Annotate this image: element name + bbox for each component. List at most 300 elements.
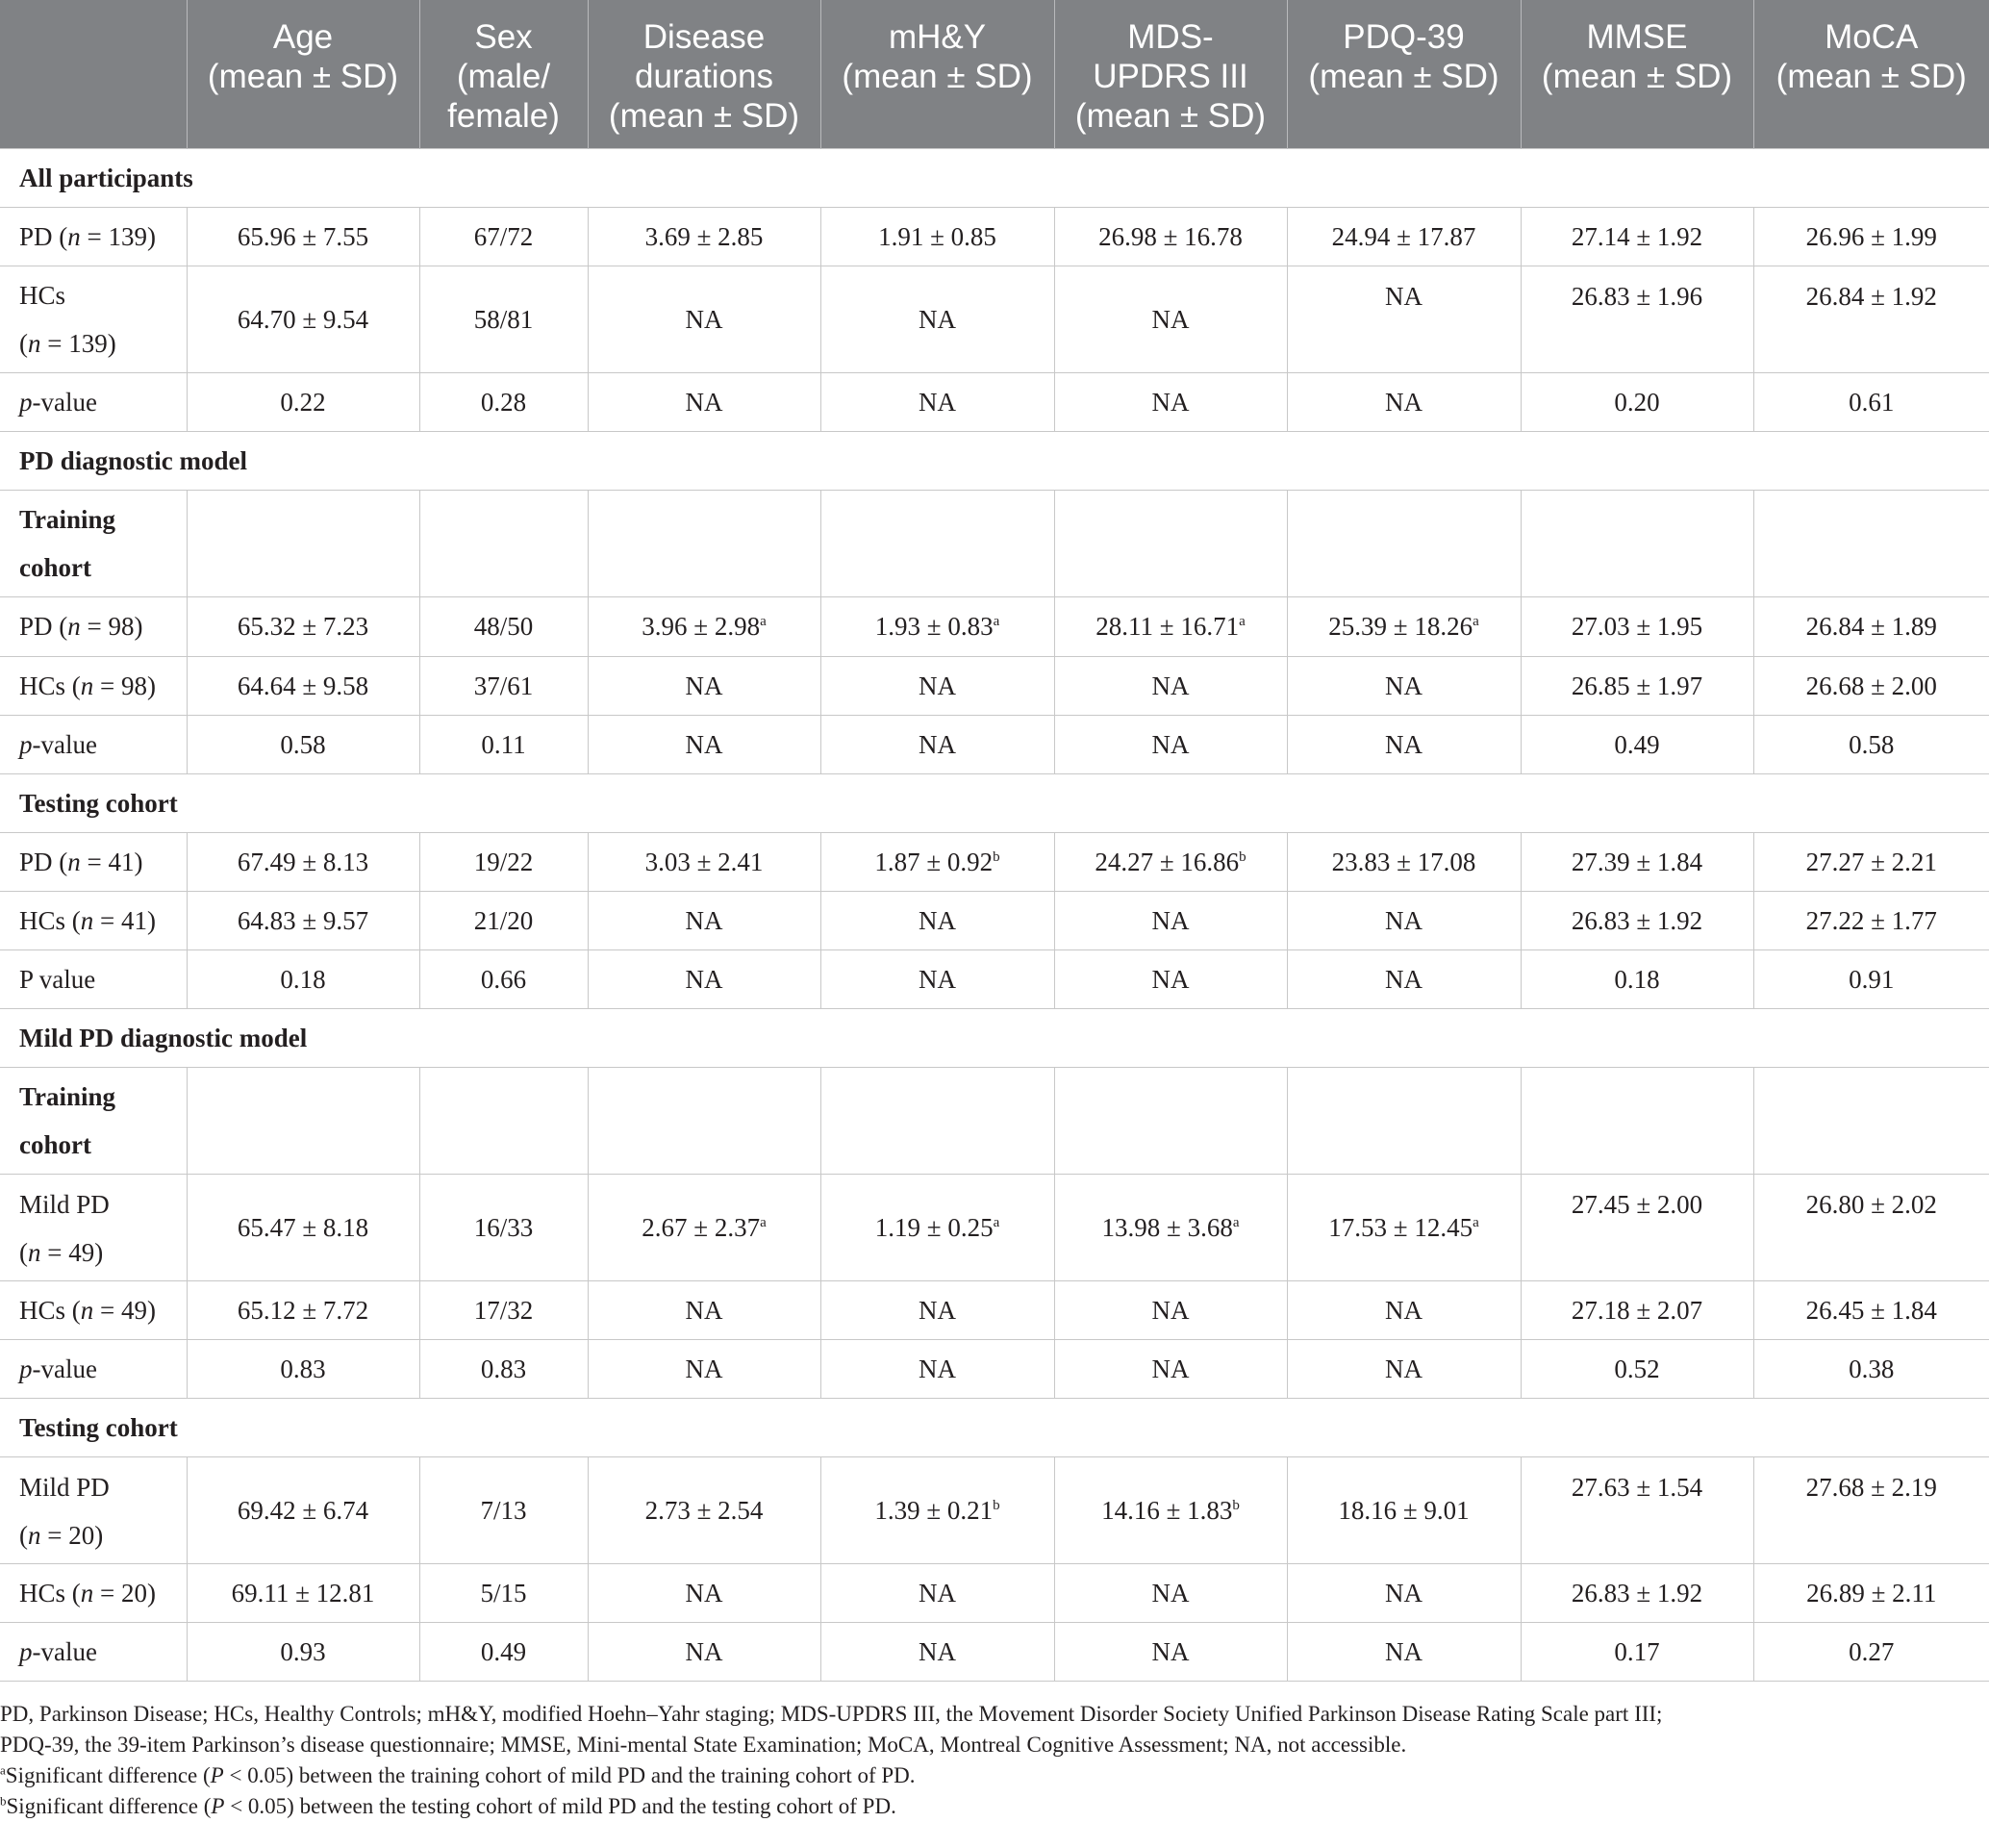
cell-value: 17.53 ± 12.45 <box>1328 1212 1473 1242</box>
significance-mark: b <box>1239 848 1246 865</box>
table-row <box>0 596 1989 656</box>
cell-value: 1.93 ± 0.83 <box>874 612 994 641</box>
cell-value: 0.18 <box>280 964 326 994</box>
row-label: p-value <box>0 715 187 773</box>
cell-moca <box>1753 832 1989 891</box>
cell-value: 1.91 ± 0.85 <box>878 221 996 251</box>
subsection-testing-cohort: Testing cohort <box>0 773 1989 832</box>
cell-mds-updrs <box>1054 656 1287 715</box>
cell-value: 27.63 ± 1.54 <box>1571 1472 1703 1502</box>
cell-value: 27.45 ± 2.00 <box>1571 1189 1703 1219</box>
cell-value: 0.49 <box>1614 729 1660 759</box>
cell-sex <box>419 1563 588 1622</box>
cell-mhy <box>820 1339 1054 1398</box>
cell-pdq39 <box>1287 266 1521 372</box>
cell-value: 26.83 ± 1.96 <box>1571 281 1703 311</box>
cell-mmse <box>1521 656 1753 715</box>
cell-moca <box>1753 1339 1989 1398</box>
cell-value: 0.49 <box>480 1636 527 1666</box>
cell-value: 0.83 <box>280 1354 326 1383</box>
table-row <box>0 832 1989 891</box>
cell-value: 16/33 <box>473 1212 534 1242</box>
cell-age <box>187 372 419 431</box>
cell-value: NA <box>685 671 723 700</box>
cell-value: NA <box>1385 729 1423 759</box>
section-all-participants: All participants <box>0 148 1989 207</box>
cell-pdq39 <box>1287 207 1521 266</box>
cell-pdq39 <box>1287 1456 1521 1563</box>
cell-age <box>187 1339 419 1398</box>
cell-value: NA <box>685 304 723 334</box>
row-label: HCs (n = 41) <box>0 891 187 949</box>
cell-value: 64.83 ± 9.57 <box>237 905 369 935</box>
significance-mark: a <box>1239 614 1246 629</box>
cell-mmse <box>1521 832 1753 891</box>
cell-pdq39 <box>1287 1280 1521 1339</box>
empty-cell <box>1287 490 1521 596</box>
cell-value: 0.18 <box>1614 964 1660 994</box>
cell-pdq39 <box>1287 1174 1521 1280</box>
cell-pdq39 <box>1287 949 1521 1008</box>
cell-value: NA <box>1385 1295 1423 1325</box>
cell-mmse <box>1521 715 1753 773</box>
cell-disease-duration <box>588 1622 820 1681</box>
header-pdq39: PDQ-39 (mean ± SD) <box>1287 0 1521 148</box>
header-mds-updrs: MDS- UPDRS III (mean ± SD) <box>1054 0 1287 148</box>
cell-value: 26.96 ± 1.99 <box>1805 221 1937 251</box>
cell-value: 3.03 ± 2.41 <box>644 847 764 876</box>
cell-value: 65.96 ± 7.55 <box>237 221 369 251</box>
cell-mhy <box>820 949 1054 1008</box>
cell-mhy <box>820 832 1054 891</box>
empty-cell <box>820 1067 1054 1174</box>
cell-sex <box>419 207 588 266</box>
empty-cell <box>419 1067 588 1174</box>
cell-value: 0.17 <box>1614 1636 1660 1666</box>
cell-value: NA <box>919 671 956 700</box>
cell-value: NA <box>919 1295 956 1325</box>
cell-value: 67.49 ± 8.13 <box>237 847 369 876</box>
cell-value: 26.45 ± 1.84 <box>1805 1295 1937 1325</box>
table-row <box>0 372 1989 431</box>
cell-value: 27.22 ± 1.77 <box>1805 905 1937 935</box>
cell-age <box>187 207 419 266</box>
table-row <box>0 1456 1989 1563</box>
row-label: PD (n = 41) <box>0 832 187 891</box>
cell-value: 26.84 ± 1.89 <box>1805 612 1937 641</box>
cell-disease-duration <box>588 1174 820 1280</box>
cell-value: NA <box>1151 387 1190 417</box>
cell-mmse <box>1521 372 1753 431</box>
cell-mmse <box>1521 1563 1753 1622</box>
cell-value: 3.69 ± 2.85 <box>644 221 764 251</box>
cell-disease-duration <box>588 891 820 949</box>
cell-value: 64.70 ± 9.54 <box>237 304 369 334</box>
cell-value: 0.11 <box>481 729 526 759</box>
cell-value: NA <box>685 1578 723 1608</box>
empty-cell <box>1521 1067 1753 1174</box>
cell-age <box>187 1622 419 1681</box>
cell-disease-duration <box>588 1563 820 1622</box>
cell-value: 0.22 <box>280 387 326 417</box>
cell-mds-updrs <box>1054 1456 1287 1563</box>
cell-disease-duration <box>588 207 820 266</box>
cell-value: NA <box>685 964 723 994</box>
cell-value: NA <box>1385 1578 1423 1608</box>
cell-mds-updrs <box>1054 949 1287 1008</box>
empty-cell <box>820 490 1054 596</box>
row-label: p-value <box>0 1339 187 1398</box>
cell-value: 0.91 <box>1849 964 1895 994</box>
cell-mmse <box>1521 1622 1753 1681</box>
cell-value: NA <box>1151 1354 1190 1383</box>
cell-value: 27.39 ± 1.84 <box>1571 847 1703 876</box>
empty-cell <box>1753 1067 1989 1174</box>
cell-value: 0.38 <box>1849 1354 1895 1383</box>
cell-mmse <box>1521 949 1753 1008</box>
cell-pdq39 <box>1287 1339 1521 1398</box>
cell-mds-updrs <box>1054 1339 1287 1398</box>
cell-value: NA <box>1385 1636 1423 1666</box>
empty-cell <box>1753 490 1989 596</box>
cell-mds-updrs <box>1054 372 1287 431</box>
table-row <box>0 1174 1989 1280</box>
footnote-abbreviations-2: PDQ-39, the 39-item Parkinson’s disease questionnaire; MMSE, Mini-mental State Examination; MoCA, Montreal Cognitive Assessment; NA, not accessible. <box>0 1733 1407 1757</box>
cell-value: 65.12 ± 7.72 <box>237 1295 369 1325</box>
cell-moca <box>1753 372 1989 431</box>
table-row <box>0 1280 1989 1339</box>
cell-value: 1.19 ± 0.25 <box>874 1212 994 1242</box>
cell-value: 26.85 ± 1.97 <box>1571 671 1703 700</box>
header-row <box>0 0 1989 148</box>
cell-mmse <box>1521 1339 1753 1398</box>
cell-value: NA <box>919 1354 956 1383</box>
cell-sex <box>419 372 588 431</box>
cell-value: 0.52 <box>1614 1354 1660 1383</box>
table-row <box>0 715 1989 773</box>
cell-value: 0.83 <box>480 1354 527 1383</box>
cell-value: 7/13 <box>480 1495 527 1525</box>
cell-mhy <box>820 1174 1054 1280</box>
row-label: HCs (n = 20) <box>0 1563 187 1622</box>
header-moca: MoCA (mean ± SD) <box>1753 0 1989 148</box>
cell-value: 26.89 ± 2.11 <box>1806 1578 1937 1608</box>
cell-value: 27.68 ± 2.19 <box>1805 1472 1937 1502</box>
cell-value: 0.58 <box>280 729 326 759</box>
cell-age <box>187 891 419 949</box>
table-row <box>0 266 1989 372</box>
cell-moca <box>1753 1456 1989 1563</box>
cell-sex <box>419 949 588 1008</box>
cell-value: 27.27 ± 2.21 <box>1805 847 1937 876</box>
cell-disease-duration <box>588 596 820 656</box>
cell-disease-duration <box>588 715 820 773</box>
cell-moca <box>1753 207 1989 266</box>
cell-mhy <box>820 1563 1054 1622</box>
cell-disease-duration <box>588 266 820 372</box>
cell-value: NA <box>685 729 723 759</box>
cell-sex <box>419 596 588 656</box>
cell-value: 13.98 ± 3.68 <box>1101 1212 1233 1242</box>
cell-age <box>187 715 419 773</box>
cell-value: 27.18 ± 2.07 <box>1571 1295 1703 1325</box>
cell-value: 0.20 <box>1614 387 1660 417</box>
cell-value: 48/50 <box>473 612 534 641</box>
cell-value: NA <box>1151 905 1190 935</box>
cell-value: NA <box>919 729 956 759</box>
cell-mds-updrs <box>1054 832 1287 891</box>
header-age: Age (mean ± SD) <box>187 0 419 148</box>
cell-pdq39 <box>1287 715 1521 773</box>
cell-value: 58/81 <box>473 304 534 334</box>
significance-mark: b <box>993 848 1000 865</box>
cell-value: NA <box>1151 1295 1190 1325</box>
cell-value: 19/22 <box>473 847 534 876</box>
subsection-training-cohort: Training cohort <box>0 490 187 596</box>
cell-value: 24.94 ± 17.87 <box>1331 221 1476 251</box>
subsection-row <box>0 490 1989 596</box>
cell-value: NA <box>685 905 723 935</box>
cell-value: 26.84 ± 1.92 <box>1805 281 1937 311</box>
section-row <box>0 1008 1989 1067</box>
significance-mark: a <box>1473 614 1479 629</box>
header-corner <box>0 0 187 148</box>
subsection-testing-cohort: Testing cohort <box>0 1398 1989 1456</box>
cell-sex <box>419 715 588 773</box>
cell-value: NA <box>685 1636 723 1666</box>
row-label: p-value <box>0 1622 187 1681</box>
cell-value: NA <box>1151 1636 1190 1666</box>
cell-mhy <box>820 891 1054 949</box>
cell-value: 2.73 ± 2.54 <box>644 1495 764 1525</box>
cell-value: 0.28 <box>480 387 527 417</box>
cell-value: 0.61 <box>1849 387 1895 417</box>
cell-sex <box>419 832 588 891</box>
cell-moca <box>1753 596 1989 656</box>
cell-sex <box>419 1174 588 1280</box>
cell-value: 26.98 ± 16.78 <box>1098 221 1243 251</box>
subsection-row <box>0 773 1989 832</box>
cell-pdq39 <box>1287 1563 1521 1622</box>
cell-value: NA <box>685 1295 723 1325</box>
row-label: HCs (n = 139) <box>0 266 187 372</box>
cell-pdq39 <box>1287 372 1521 431</box>
significance-mark: a <box>993 614 1000 629</box>
significance-mark: a <box>993 1214 1000 1230</box>
cell-mhy <box>820 1456 1054 1563</box>
cell-value: 0.27 <box>1849 1636 1895 1666</box>
row-label: PD (n = 98) <box>0 596 187 656</box>
cell-value: NA <box>1151 729 1190 759</box>
table-row <box>0 1563 1989 1622</box>
cell-age <box>187 656 419 715</box>
cell-mds-updrs <box>1054 1622 1287 1681</box>
cell-value: 1.39 ± 0.21 <box>874 1495 994 1525</box>
cell-disease-duration <box>588 949 820 1008</box>
empty-cell <box>419 490 588 596</box>
row-label: PD (n = 139) <box>0 207 187 266</box>
cell-value: NA <box>1385 671 1423 700</box>
cell-disease-duration <box>588 832 820 891</box>
cell-mmse <box>1521 596 1753 656</box>
cell-sex <box>419 1456 588 1563</box>
cell-value: 1.87 ± 0.92 <box>874 847 994 876</box>
cell-value: NA <box>1151 671 1190 700</box>
cell-value: 67/72 <box>473 221 534 251</box>
table-row <box>0 1622 1989 1681</box>
empty-cell <box>187 1067 419 1174</box>
cell-mds-updrs <box>1054 715 1287 773</box>
row-label: Mild PD (n = 20) <box>0 1456 187 1563</box>
row-label: HCs (n = 49) <box>0 1280 187 1339</box>
cell-sex <box>419 1622 588 1681</box>
row-label: Mild PD (n = 49) <box>0 1174 187 1280</box>
significance-mark: a <box>1473 1214 1479 1230</box>
significance-mark: a <box>760 614 767 629</box>
cell-mds-updrs <box>1054 207 1287 266</box>
cell-disease-duration <box>588 1456 820 1563</box>
table-row <box>0 949 1989 1008</box>
empty-cell <box>1521 490 1753 596</box>
subsection-training-cohort: Training cohort <box>0 1067 187 1174</box>
cell-value: 0.66 <box>480 964 527 994</box>
cell-pdq39 <box>1287 596 1521 656</box>
cell-sex <box>419 656 588 715</box>
table-row <box>0 1339 1989 1398</box>
cell-value: 17/32 <box>473 1295 534 1325</box>
significance-mark: b <box>993 1497 1000 1513</box>
cell-value: 0.93 <box>280 1636 326 1666</box>
cell-value: 23.83 ± 17.08 <box>1331 847 1476 876</box>
cell-mhy <box>820 207 1054 266</box>
subsection-row <box>0 1067 1989 1174</box>
cell-mhy <box>820 656 1054 715</box>
cell-mds-updrs <box>1054 1174 1287 1280</box>
cell-moca <box>1753 949 1989 1008</box>
cell-value: NA <box>1385 1354 1423 1383</box>
cell-mmse <box>1521 1280 1753 1339</box>
cell-mmse <box>1521 1456 1753 1563</box>
table-row <box>0 891 1989 949</box>
cell-value: NA <box>1385 281 1423 311</box>
cell-value: 65.47 ± 8.18 <box>237 1212 369 1242</box>
cell-age <box>187 832 419 891</box>
cell-pdq39 <box>1287 1622 1521 1681</box>
cell-mhy <box>820 1280 1054 1339</box>
cell-value: 37/61 <box>473 671 534 700</box>
cell-disease-duration <box>588 1339 820 1398</box>
cell-mhy <box>820 266 1054 372</box>
cell-value: 64.64 ± 9.58 <box>237 671 369 700</box>
cell-sex <box>419 1339 588 1398</box>
cell-value: NA <box>1385 964 1423 994</box>
cell-mds-updrs <box>1054 891 1287 949</box>
cell-moca <box>1753 1622 1989 1681</box>
cell-pdq39 <box>1287 832 1521 891</box>
header-disease-duration: Disease durations (mean ± SD) <box>588 0 820 148</box>
table-row <box>0 207 1989 266</box>
cell-value: 25.39 ± 18.26 <box>1328 612 1473 641</box>
footnote-a: $^a$Significant difference (P < 0.05) between the training cohort of mild PD and the training cohort of PD. <box>0 1762 916 1787</box>
cell-mmse <box>1521 207 1753 266</box>
cell-age <box>187 1174 419 1280</box>
cell-value: 18.16 ± 9.01 <box>1338 1495 1470 1525</box>
cell-value: NA <box>1151 964 1190 994</box>
empty-cell <box>1054 1067 1287 1174</box>
significance-mark: a <box>1232 1214 1240 1230</box>
cell-value: 24.27 ± 16.86 <box>1095 847 1240 876</box>
cell-mhy <box>820 596 1054 656</box>
cell-value: NA <box>919 905 956 935</box>
cell-age <box>187 596 419 656</box>
table-row <box>0 656 1989 715</box>
section-row <box>0 148 1989 207</box>
cell-value: 26.83 ± 1.92 <box>1571 1578 1703 1608</box>
significance-mark: b <box>1232 1497 1240 1513</box>
section-row <box>0 431 1989 490</box>
footnote-b: $^b$Significant difference (P < 0.05) between the testing cohort of mild PD and the testing cohort of PD. <box>0 1793 896 1818</box>
header-mmse: MMSE (mean ± SD) <box>1521 0 1753 148</box>
cell-value: NA <box>1385 387 1423 417</box>
cell-value: NA <box>1151 1578 1190 1608</box>
cell-value: NA <box>919 304 956 334</box>
cell-moca <box>1753 715 1989 773</box>
cell-value: 28.11 ± 16.71 <box>1095 612 1240 641</box>
cell-value: 27.14 ± 1.92 <box>1571 221 1703 251</box>
empty-cell <box>1054 490 1287 596</box>
empty-cell <box>588 1067 820 1174</box>
cell-mmse <box>1521 1174 1753 1280</box>
cell-moca <box>1753 1280 1989 1339</box>
cell-value: NA <box>685 1354 723 1383</box>
cell-mhy <box>820 1622 1054 1681</box>
cell-age <box>187 1280 419 1339</box>
cell-mhy <box>820 715 1054 773</box>
cell-value: 26.80 ± 2.02 <box>1805 1189 1937 1219</box>
cell-moca <box>1753 1174 1989 1280</box>
cell-mhy <box>820 372 1054 431</box>
cell-age <box>187 1456 419 1563</box>
empty-cell <box>1287 1067 1521 1174</box>
cell-value: 27.03 ± 1.95 <box>1571 612 1703 641</box>
header-mhy: mH&Y (mean ± SD) <box>820 0 1054 148</box>
cell-age <box>187 1563 419 1622</box>
cell-age <box>187 949 419 1008</box>
cell-value: NA <box>1151 304 1190 334</box>
cell-disease-duration <box>588 656 820 715</box>
cell-value: NA <box>1385 905 1423 935</box>
table-footnotes <box>0 1699 1989 1822</box>
cell-value: 3.96 ± 2.98 <box>642 612 761 641</box>
empty-cell <box>588 490 820 596</box>
cell-mmse <box>1521 266 1753 372</box>
cell-value: 26.68 ± 2.00 <box>1805 671 1937 700</box>
cell-value: 69.42 ± 6.74 <box>237 1495 369 1525</box>
cell-disease-duration <box>588 372 820 431</box>
cell-value: NA <box>919 964 956 994</box>
cell-value: NA <box>919 1578 956 1608</box>
cell-mds-updrs <box>1054 1280 1287 1339</box>
subsection-row <box>0 1398 1989 1456</box>
cell-moca <box>1753 266 1989 372</box>
header-sex: Sex (male/ female) <box>419 0 588 148</box>
row-label: P value <box>0 949 187 1008</box>
cell-value: 14.16 ± 1.83 <box>1101 1495 1233 1525</box>
cell-disease-duration <box>588 1280 820 1339</box>
cell-pdq39 <box>1287 891 1521 949</box>
cell-mds-updrs <box>1054 1563 1287 1622</box>
cell-value: 2.67 ± 2.37 <box>642 1212 761 1242</box>
